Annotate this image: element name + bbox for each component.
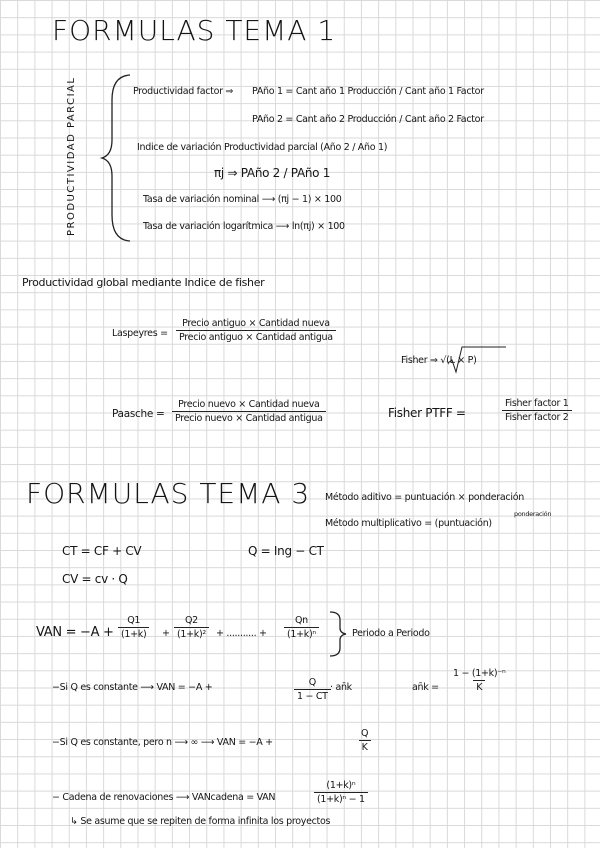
cadena-note: ↳ Se asume que se repiten de forma infinita los proyectos: [70, 816, 331, 827]
indice-variacion-text: Indice de variación Productividad parcial (Año 2 / Año 1): [137, 142, 388, 153]
laspeyres-fraction: [176, 318, 336, 343]
fisher-formula: Fisher ⇒ √(L × P): [401, 355, 477, 366]
van-q2: Q2: [185, 615, 198, 626]
ptff-numerator: Fisher factor 1: [505, 398, 569, 409]
ank-label: an̄k =: [412, 682, 439, 693]
metodo-aditivo: Método aditivo = puntuación × ponderación: [325, 492, 524, 503]
tema3-title: FORMULAS TEMA 3: [26, 477, 311, 510]
prod-factor-text: Productividad factor ⇒: [133, 86, 234, 97]
pano1-formula: PAño 1 = Cant año 1 Producción / Cant año 1 Factor: [252, 86, 484, 97]
inf-fraction: [358, 728, 371, 753]
periodo-label: Periodo a Periodo: [352, 628, 430, 639]
right-brace: [330, 612, 346, 656]
laspeyres-label: Laspeyres =: [112, 328, 168, 339]
cv-formula: CV = cv · Q: [62, 572, 128, 586]
pano2-formula: PAño 2 = Cant año 2 Producción / Cant año 2 Factor: [252, 114, 484, 125]
laspeyres-numerator: Precio antiguo × Cantidad nueva: [182, 318, 330, 329]
const-numerator: Q: [308, 677, 316, 688]
tasa-log-formula: Tasa de variación logarítmica ⟶ ln(πj) × 100: [143, 221, 345, 232]
van-dots: + ........... +: [216, 628, 267, 639]
cadena-denominator: (1+k)ⁿ − 1: [314, 792, 368, 805]
paasche-numerator: Precio nuevo × Cantidad nueva: [178, 399, 320, 410]
pi-formula: πj ⇒ PAño 2 / PAño 1: [214, 166, 331, 180]
ptff-fraction: [502, 398, 572, 423]
van-den2: (1+k)²: [174, 627, 209, 640]
ank-numerator: 1 − (1+k)⁻ⁿ: [453, 668, 506, 679]
left-brace: [102, 75, 130, 241]
cadena-numerator: (1+k)ⁿ: [326, 780, 356, 791]
ptff-denominator: Fisher factor 2: [502, 410, 572, 423]
const-tail: · an̄k: [330, 682, 352, 693]
paasche-denominator: Precio nuevo × Cantidad antigua: [172, 411, 326, 424]
ank-denominator: K: [473, 680, 485, 693]
ank-fraction: [450, 668, 508, 693]
van-term-2: [174, 615, 209, 640]
tasa-nominal-formula: Tasa de variación nominal ⟶ (πj − 1) × 100: [143, 194, 342, 205]
van-term-1: [118, 615, 149, 640]
inf-numerator: Q: [361, 728, 369, 739]
cadena-label: − Cadena de renovaciones ⟶ VANcadena = VAN: [52, 792, 276, 803]
multiplicativo-exponent: ponderación: [514, 510, 552, 518]
van-term-n: [284, 615, 319, 640]
plus-sign: +: [162, 628, 170, 639]
const-label: −Si Q es constante ⟶ VAN = −A +: [52, 682, 213, 693]
van-q1: Q1: [127, 615, 141, 626]
laspeyres-denominator: Precio antiguo × Cantidad antigua: [176, 330, 336, 343]
metodo-multiplicativo: Método multiplicativo = (puntuación): [325, 518, 492, 529]
inf-label: −Si Q es constante, pero n ⟶ ∞ ⟶ VAN = −A +: [52, 737, 273, 748]
ct-formula: CT = CF + CV: [62, 544, 142, 558]
van-prefix: VAN = −A +: [36, 625, 114, 640]
paasche-label: Paasche =: [112, 408, 165, 420]
productividad-parcial-label: PRODUCTIVIDAD PARCIAL: [66, 76, 77, 236]
van-qn: Qn: [295, 615, 308, 626]
q-formula: Q = Ing − CT: [248, 544, 324, 558]
cadena-fraction: [314, 780, 368, 805]
fisher-heading: Productividad global mediante Indice de fisher: [22, 276, 265, 289]
van-denn: (1+k)ⁿ: [284, 627, 319, 640]
ptff-label: Fisher PTFF =: [388, 406, 466, 420]
const-fraction: [294, 677, 331, 702]
van-den1: (1+k): [118, 627, 149, 640]
inf-denominator: K: [359, 740, 371, 753]
tema1-title: FORMULAS TEMA 1: [52, 14, 337, 47]
const-denominator: 1 − CT: [294, 689, 331, 702]
paasche-fraction: [172, 399, 326, 424]
